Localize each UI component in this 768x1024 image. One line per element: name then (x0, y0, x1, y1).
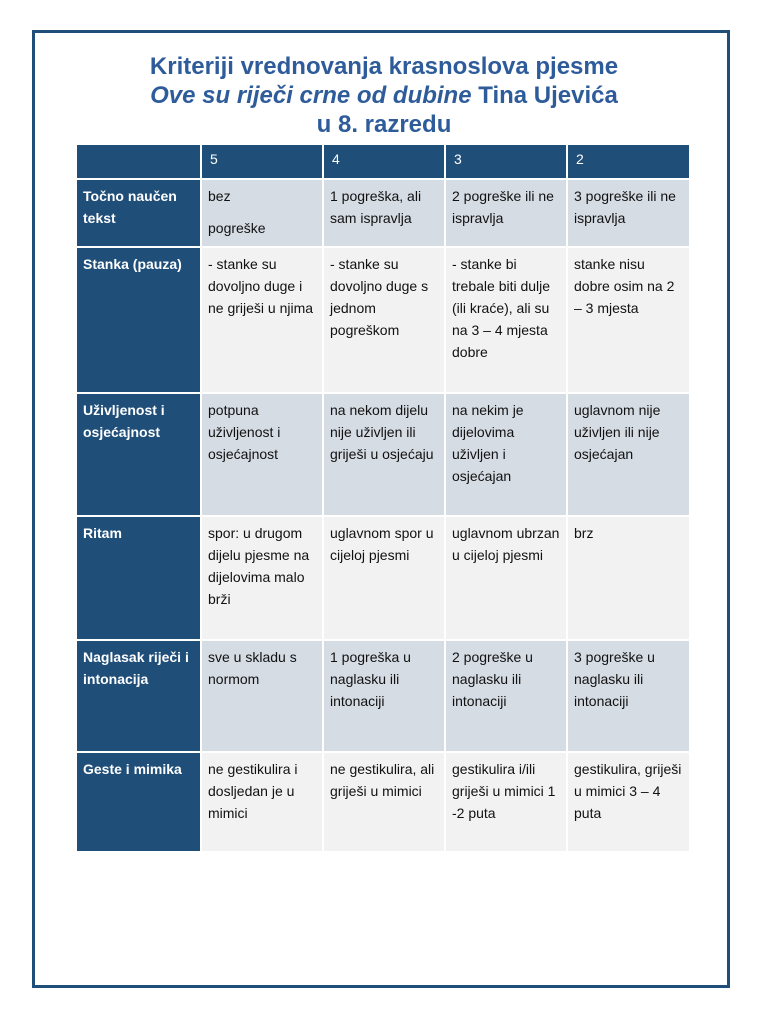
header-cell-empty (77, 145, 201, 179)
grade-2-cell: 3 pogreške ili ne ispravlja (567, 179, 690, 247)
criterion-cell: Stanka (pauza) (77, 247, 201, 393)
grade-5-text: bez (208, 188, 231, 204)
grade-4-cell: 1 pogreška u naglasku ili intonaciji (323, 640, 445, 752)
title-line-2 (0, 81, 768, 110)
grade-5-cell: spor: u drugom dijelu pjesme na dijelovima malo brži (201, 516, 323, 640)
criterion-cell: Uživljenost i osjećajnost (77, 393, 201, 516)
header-grade-5: 5 (201, 145, 323, 179)
grade-4-cell: ne gestikulira, ali griješi u mimici (323, 752, 445, 852)
criterion-cell: Točno naučen tekst (77, 179, 201, 247)
table-row (77, 393, 690, 516)
title-line-1: Kriteriji vrednovanja krasnoslova pjesme (149, 53, 619, 80)
grade-2-cell: brz (567, 516, 690, 640)
criterion-cell: Ritam (77, 516, 201, 640)
grade-4-cell: - stanke su dovoljno duge s jednom pogreškom (323, 247, 445, 393)
grade-3-cell: 2 pogreške ili ne ispravlja (445, 179, 567, 247)
poem-title: Ove su riječi crne od dubine (150, 82, 472, 109)
grade-3-cell: - stanke bi trebale biti dulje (ili kraće), ali su na 3 – 4 mjesta dobre (445, 247, 567, 393)
grade-5-cell: ne gestikulira i dosljedan je u mimici (201, 752, 323, 852)
title-line-3: u 8. razredu (316, 111, 452, 138)
table-row (77, 752, 690, 852)
grade-2-cell: 3 pogreške u naglasku ili intonaciji (567, 640, 690, 752)
poet-name: Tina Ujevića (471, 82, 618, 109)
grade-3-cell: 2 pogreške u naglasku ili intonaciji (445, 640, 567, 752)
table-row (77, 516, 690, 640)
criterion-cell: Naglasak riječi i intonacija (77, 640, 201, 752)
grade-4-cell: uglavnom spor u cijeloj pjesmi (323, 516, 445, 640)
table-row (77, 179, 690, 247)
grade-5-cell (201, 179, 323, 247)
grade-3-cell: uglavnom ubrzan u cijeloj pjesmi (445, 516, 567, 640)
grade-5-text-extra: pogreške (208, 220, 266, 236)
header-grade-2: 2 (567, 145, 690, 179)
grade-2-cell: uglavnom nije uživljen ili nije osjećajan (567, 393, 690, 516)
grade-5-cell: - stanke su dovoljno duge i ne griješi u njima (201, 247, 323, 393)
document-title (0, 52, 768, 139)
grade-5-cell: potpuna uživljenost i osjećajnost (201, 393, 323, 516)
grade-2-cell: gestikulira, griješi u mimici 3 – 4 puta (567, 752, 690, 852)
grade-4-cell: na nekom dijelu nije uživljen ili griješi u osjećaju (323, 393, 445, 516)
table-row (77, 247, 690, 393)
header-grade-4: 4 (323, 145, 445, 179)
grade-4-cell: 1 pogreška, ali sam ispravlja (323, 179, 445, 247)
table-row (77, 640, 690, 752)
table-header-row (77, 145, 690, 179)
criterion-cell: Geste i mimika (77, 752, 201, 852)
grade-5-cell: sve u skladu s normom (201, 640, 323, 752)
grade-2-cell: stanke nisu dobre osim na 2 – 3 mjesta (567, 247, 690, 393)
grade-3-cell: gestikulira i/ili griješi u mimici 1 -2 puta (445, 752, 567, 852)
grade-3-cell: na nekim je dijelovima uživljen i osjećajan (445, 393, 567, 516)
rubric-table (77, 145, 691, 853)
header-grade-3: 3 (445, 145, 567, 179)
